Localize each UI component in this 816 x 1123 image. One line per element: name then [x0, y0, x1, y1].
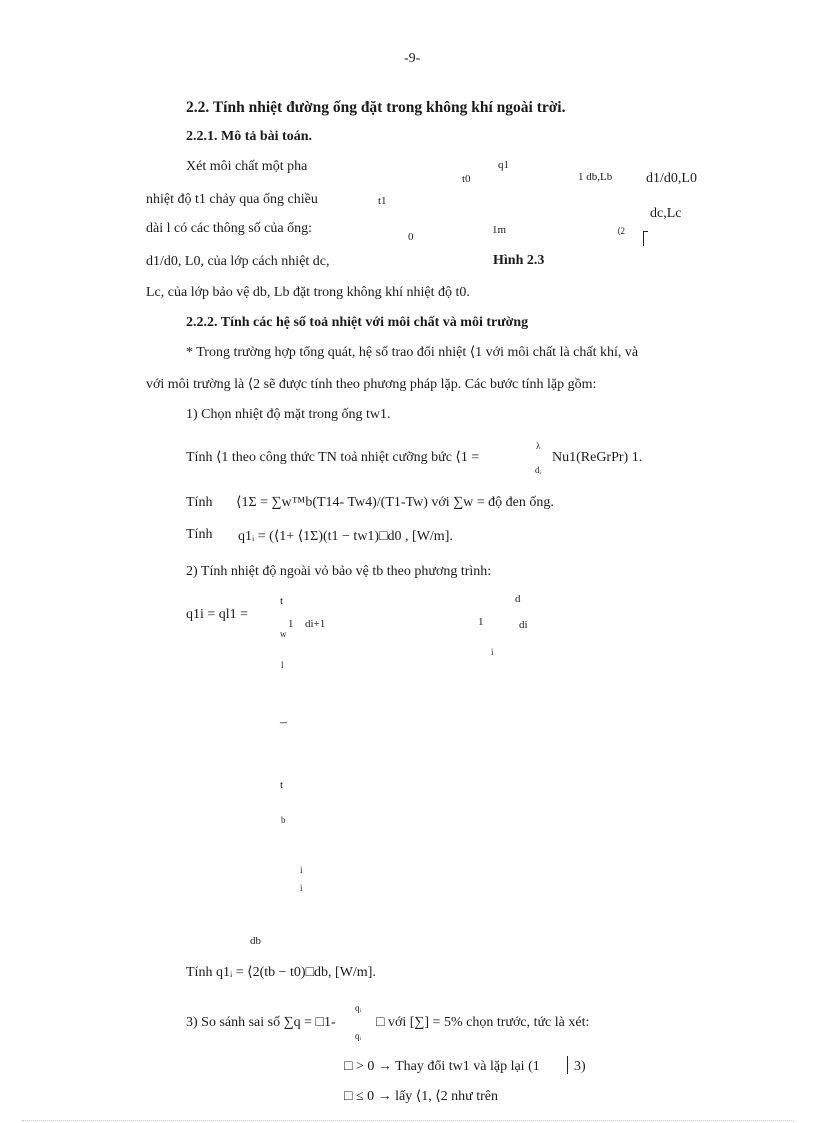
eq4-fragment-minus: – [280, 715, 287, 730]
figure-label-alpha2: ⟨2 [617, 226, 626, 236]
equation-3-label: Tính [186, 527, 213, 542]
figure-label-1m: 1m [492, 224, 507, 236]
equation-2: ⟨1Σ = ∑w™b(T14- Tw4)/(T1-Tw) với ∑w = độ đen ống. [236, 495, 554, 510]
eq4-fragment-t: t [280, 595, 284, 607]
eq4-fragment-dplus: di+1 [305, 618, 326, 630]
paragraph-line: dài l có các thông số của ống: [146, 221, 313, 236]
paragraph-line: d1/d0, L0, của lớp cách nhiệt dc, [146, 254, 330, 269]
condition-1-end: 3) [574, 1059, 586, 1074]
equation-3: q1ᵢ = (⟨1+ ⟨1Σ)(t1 − tw1)□d0 , [W/m]. [238, 529, 453, 544]
equation-5: Tính q1ᵢ = ⟨2(tb − t0)□db, [W/m]. [186, 965, 376, 980]
paragraph-line: nhiệt độ t1 chảy qua ống chiều [146, 192, 318, 207]
paragraph-line: Lc, của lớp bảo vệ db, Lb đặt trong không khí nhiệt độ t0. [146, 285, 470, 300]
footer-dotted-rule [22, 1120, 794, 1121]
step3-fraction-top: qᵢ [355, 1003, 361, 1013]
equation-2-label: Tính [186, 495, 213, 510]
step-2: 2) Tính nhiệt độ ngoài vỏ bảo vệ tb theo phương trình: [186, 564, 492, 579]
condition-1: □ > 0 → Thay đổi tw1 và lặp lại (1 [344, 1059, 540, 1074]
page-number: -9- [404, 51, 421, 66]
paragraph-line: Xét môi chất một pha [186, 159, 308, 174]
figure-label-zero: 0 [408, 231, 414, 243]
eq1-denominator: dᵢ [535, 465, 541, 475]
condition-2: □ ≤ 0 → lấy ⟨1, ⟨2 như trên [344, 1089, 499, 1104]
eq4-fragment-one: 1 [478, 616, 484, 628]
step3-fraction-bottom: qᵢ [355, 1031, 361, 1041]
eq4-fragment-b: b [281, 815, 286, 825]
figure-bracket [643, 231, 648, 246]
eq4-fragment-i3: i [300, 883, 303, 893]
section-heading: 2.2. Tính nhiệt đường ống đặt trong không khí ngoài trời. [186, 99, 566, 116]
eq4-fragment-i: i [491, 647, 494, 657]
eq4-fragment-1: 1 [288, 618, 294, 630]
eq1-numerator: λ [536, 441, 541, 451]
figure-label-t1: t1 [378, 195, 387, 207]
figure-label-t0: t0 [462, 173, 471, 185]
step-3-text: 3) So sánh sai số ∑q = □1- [186, 1015, 336, 1030]
subsection-heading-2: 2.2.2. Tính các hệ số toả nhiệt với môi chất và môi trường [186, 315, 529, 330]
condition-1-bar [567, 1056, 568, 1074]
equation-1-text: Tính ⟨1 theo công thức TN toả nhiệt cưỡng bức ⟨1 = [186, 450, 480, 465]
equation-1-tail: Nu1(ReGrPr) 1. [552, 450, 643, 465]
eq4-fragment-i2: i [300, 865, 303, 875]
figure-label-q1: q1 [498, 159, 509, 171]
subsection-heading-1: 2.2.1. Mô tả bài toán. [186, 129, 312, 144]
step-3-tail: □ với [∑] = 5% chọn trước, tức là xét: [376, 1015, 590, 1030]
paragraph-line: * Trong trường hợp tổng quát, hệ số trao đổi nhiệt ⟨1 với môi chất là chất khí, và [186, 345, 639, 360]
eq4-fragment-t2: t [280, 779, 284, 791]
eq4-fragment-db: db [250, 935, 261, 947]
figure-caption: Hình 2.3 [493, 253, 545, 268]
eq4-fragment-w: w [280, 629, 287, 639]
eq4-fragment-d: d [515, 593, 521, 605]
eq4-fragment-di: di [519, 619, 528, 631]
step-1: 1) Chọn nhiệt độ mặt trong ống tw1. [186, 407, 391, 422]
figure-label-db: 1 db,Lb [578, 171, 613, 183]
equation-4-lhs: q1i = ql1 = [186, 607, 249, 622]
paragraph-line: với môi trường là ⟨2 sẽ được tính theo phương pháp lặp. Các bước tính lặp gồm: [146, 377, 597, 392]
figure-label-dc: dc,Lc [650, 206, 682, 221]
figure-label-d1d0: d1/d0,L0 [646, 171, 697, 186]
eq4-fragment-l: l [281, 660, 284, 670]
